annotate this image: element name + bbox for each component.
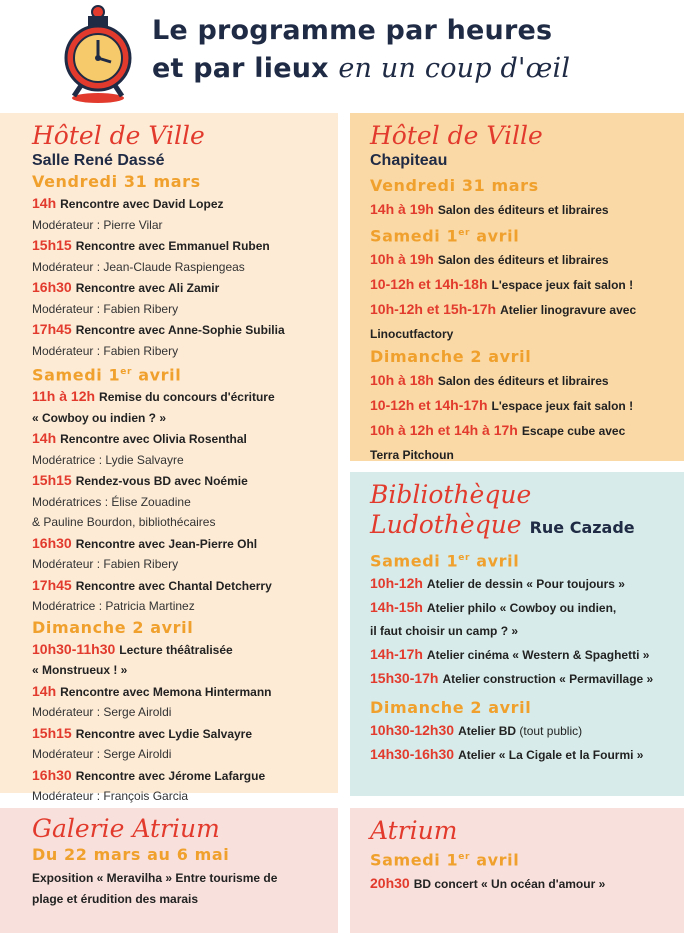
moderator: Modérateur : Pierre Vilar [32,217,163,232]
event-row: 14h Rencontre avec Olivia Rosenthal [32,430,247,447]
event-row: 14h à 19h Salon des éditeurs et libraires [370,201,609,217]
event-row: 14h Rencontre avec Memona Hintermann [32,682,272,699]
event-continuation: Terra Pitchoun [370,448,454,463]
event-row: 17h45 Rencontre avec Chantal Detcherry [32,576,272,593]
moderator: & Pauline Bourdon, bibliothécaires [32,515,216,530]
day-heading: Samedi 1er avril [32,365,182,385]
panel-chapiteau [350,113,684,461]
event-row: 16h30 Rencontre avec Jean-Pierre Ohl [32,534,258,551]
alarm-clock-icon [58,4,138,104]
title-script: en un coup d'œil [338,53,571,84]
panel-salle-rene-dasse [0,113,338,804]
moderator: Modérateur : François Garcia [32,789,189,804]
venue-title: Hôtel de Ville [32,121,205,150]
event-row: 10h à 19h Salon des éditeurs et libraires [370,251,609,268]
venue-title-2: Ludothèque Rue Cazade [370,510,635,539]
moderator: Modérateur : Fabien Ribery [32,343,179,358]
event-row: 17h45 Rencontre avec Anne-Sophie Subilia [32,321,285,337]
moderator: Modérateur : Serge Airoldi [32,705,172,720]
venue-title: Hôtel de Ville [370,121,543,150]
event-row: 10h à 12h et 14h à 17h Escape cube avec [370,422,626,439]
event-row: 16h30 Rencontre avec Jérome Lafargue [32,766,266,783]
venue-title: Galerie Atrium [32,814,220,843]
day-heading: Dimanche 2 avril [32,617,194,637]
day-heading: Vendredi 31 mars [32,172,201,191]
event-row: 10h30-12h30 Atelier BD (tout public) [370,722,583,739]
moderator: Modératrice : Patricia Martinez [32,599,195,614]
event-row: 20h30 BD concert « Un océan d'amour » [370,875,606,892]
venue-title: Atrium [370,816,458,845]
event-row: 14h-17h Atelier cinéma « Western & Spaghetti » [370,646,650,663]
exhibition-line: Exposition « Meravilha » Entre tourisme de [32,871,278,885]
day-heading: Dimanche 2 avril [370,698,532,718]
event-row: 14h Rencontre avec David Lopez [32,195,224,211]
room-name: Chapiteau [370,152,448,169]
day-heading: Samedi 1er avril [370,226,520,246]
day-heading: Dimanche 2 avril [370,347,532,367]
day-heading: Samedi 1er avril [370,850,520,870]
panel-galerie-atrium [0,808,338,933]
event-row: 10-12h et 14h-18h L'espace jeux fait salon ! [370,276,634,293]
event-row: 15h15 Rencontre avec Emmanuel Ruben [32,237,270,253]
event-continuation: il faut choisir un camp ? » [370,624,519,639]
event-row: 15h15 Rencontre avec Lydie Salvayre [32,724,253,741]
moderator: Modérateur : Serge Airoldi [32,747,172,762]
event-continuation: « Monstrueux ! » [32,663,128,678]
event-row: 15h30-17h Atelier construction « Permavillage » [370,670,654,687]
exhibition-line: plage et érudition des marais [32,892,199,906]
moderator: Modérateur : Fabien Ribery [32,557,179,572]
street-name: Rue Cazade [529,518,635,537]
panel-atrium [350,808,684,933]
moderator: Modératrices : Élise Zouadine [32,494,191,509]
event-row: 14h-15h Atelier philo « Cowboy ou indien, [370,599,617,616]
moderator: Modérateur : Fabien Ribery [32,301,179,316]
event-row: 10h-12h Atelier de dessin « Pour toujours » [370,575,625,592]
moderator: Modératrice : Lydie Salvayre [32,452,184,467]
event-continuation: « Cowboy ou indien ? » [32,410,167,425]
venue-title: Bibliothèque [370,480,532,509]
event-row: 10-12h et 14h-17h L'espace jeux fait salon ! [370,397,634,414]
page-title [152,12,570,88]
event-row: 10h à 18h Salon des éditeurs et libraires [370,372,609,389]
title-line-2: et par lieux [152,53,329,84]
event-row: 10h30-11h30 Lecture théâtralisée [32,640,233,657]
event-row: 15h15 Rendez-vous BD avec Noémie [32,472,248,489]
event-row: 16h30 Rencontre avec Ali Zamir [32,279,220,295]
date-range: Du 22 mars au 6 mai [32,845,230,864]
event-continuation: Linocutfactory [370,327,454,342]
moderator: Modérateur : Jean-Claude Raspiengeas [32,259,245,274]
day-heading: Samedi 1er avril [370,551,520,571]
event-row: 11h à 12h Remise du concours d'écriture [32,388,275,405]
header [0,0,684,105]
event-row: 10h-12h et 15h-17h Atelier linogravure avec [370,301,637,318]
event-row: 14h30-16h30 Atelier « La Cigale et la Fourmi » [370,746,644,763]
title-line-1: Le programme par heures [152,15,553,46]
room-name: Salle René Dassé [32,152,165,169]
day-heading: Vendredi 31 mars [370,176,539,195]
panel-bibliotheque [350,472,684,796]
